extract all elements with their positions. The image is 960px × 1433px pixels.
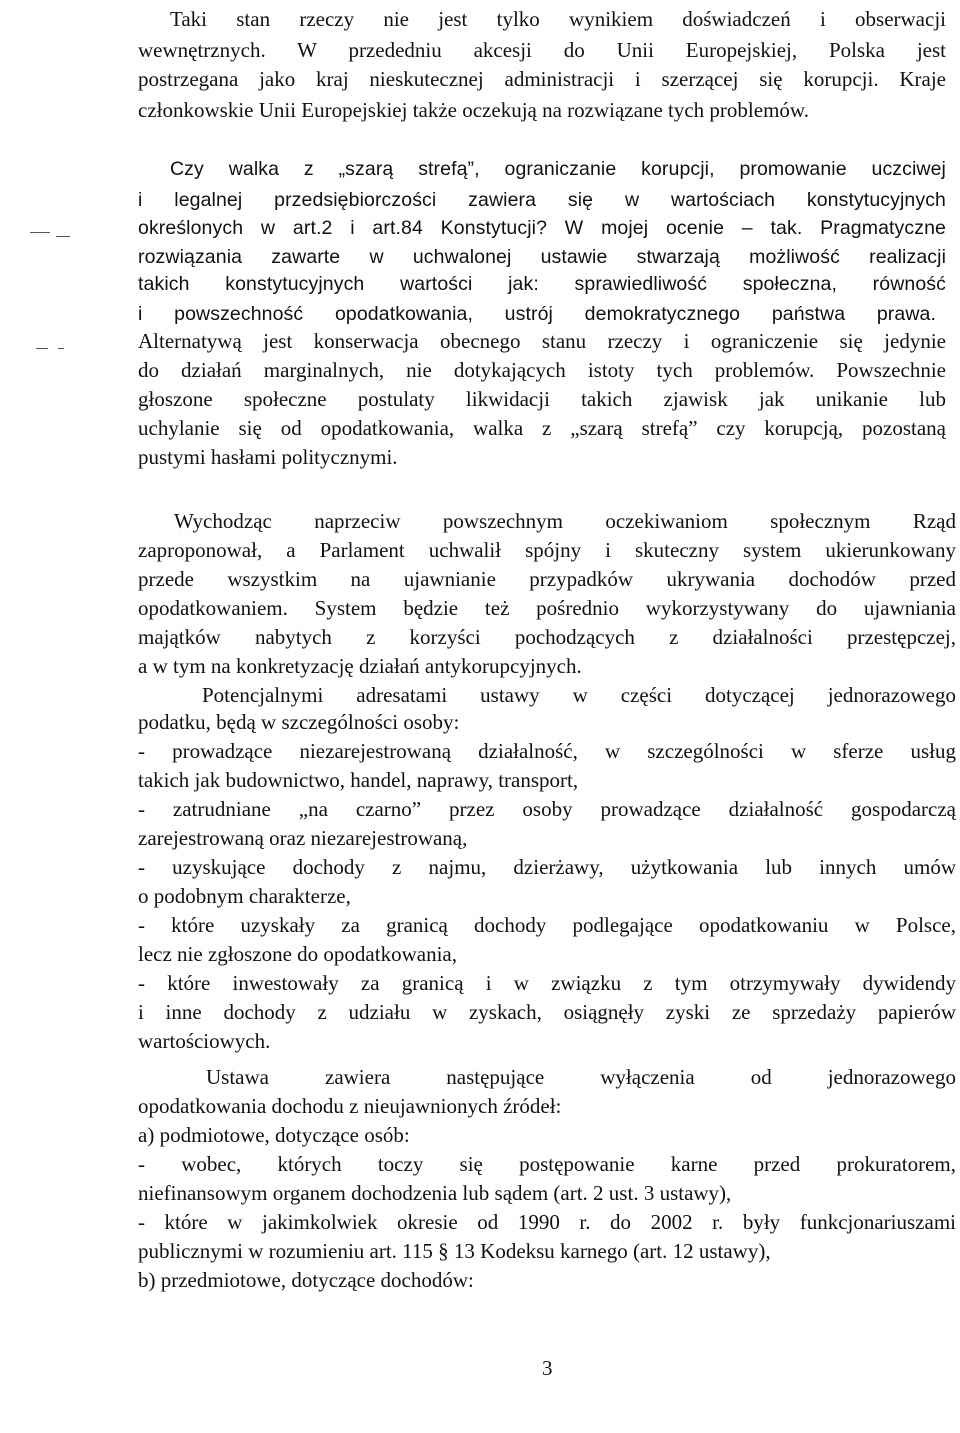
margin-mark <box>36 348 48 349</box>
text-line: takich konstytucyjnych wartości jak: sprawiedliwość społeczna, równość <box>138 273 946 295</box>
text-line: a w tym na konkretyzację działań antykorupcyjnych. <box>138 654 582 678</box>
text-line: Alternatywą jest konserwacja obecnego stanu rzeczy i ograniczenie się jedynie <box>138 329 946 353</box>
text-line: przede wszystkim na ujawnianie przypadków ukrywania dochodów przed <box>138 567 956 591</box>
text-line: zarejestrowaną oraz niezarejestrowaną, <box>138 826 468 850</box>
text-line: członkowskie Unii Europejskiej także oczekują na rozwiązane tych problemów. <box>138 98 809 122</box>
text-line: wewnętrznych. W przededniu akcesji do Unii Europejskiej, Polska jest <box>138 38 946 62</box>
text-line: podatku, będą w szczególności osoby: <box>138 710 460 734</box>
list-item: - wobec, których toczy się postępowanie karne przed prokuratorem, <box>138 1152 956 1176</box>
text-line: i inne dochody z udziału w zyskach, osiągnęły zyski ze sprzedaży papierów <box>138 1000 956 1024</box>
text-line: i legalnej przedsiębiorczości zawiera się w wartościach konstytucyjnych <box>138 189 946 211</box>
text-line: Taki stan rzeczy nie jest tylko wynikiem doświadczeń i obserwacji <box>170 7 946 31</box>
text-line: uchylanie się od opodatkowania, walka z „szarą strefą” czy korupcją, pozostaną <box>138 416 946 440</box>
text-line: określonych w art.2 i art.84 Konstytucji? W mojej ocenie – tak. Pragmatyczne <box>138 217 946 239</box>
text-line: Ustawa zawiera następujące wyłączenia od jednorazowego <box>206 1065 956 1089</box>
text-line: i powszechność opodatkowania, ustrój demokratycznego państwa prawa. <box>138 303 936 325</box>
text-line: publicznymi w rozumieniu art. 115 § 13 Kodeksu karnego (art. 12 ustawy), <box>138 1239 771 1263</box>
text-line: opodatkowaniem. System będzie też pośrednio wykorzystywany do ujawniania <box>138 596 956 620</box>
list-heading: a) podmiotowe, dotyczące osób: <box>138 1123 410 1147</box>
text-line: majątków nabytych z korzyści pochodzących z działalności przestępczej, <box>138 625 956 649</box>
list-item: - które uzyskały za granicą dochody podlegające opodatkowaniu w Polsce, <box>138 913 956 937</box>
text-line: wartościowych. <box>138 1029 271 1053</box>
page-number: 3 <box>542 1356 553 1380</box>
text-line: Wychodząc naprzeciw powszechnym oczekiwaniom społecznym Rząd <box>174 509 956 533</box>
list-item: - które inwestowały za granicą i w związku z tym otrzymywały dywidendy <box>138 971 956 995</box>
text-line: Czy walka z „szarą strefą”, ograniczanie korupcji, promowanie uczciwej <box>170 158 946 180</box>
margin-mark <box>56 236 70 237</box>
list-item: - prowadzące niezarejestrowaną działalność, w szczególności w sferze usług <box>138 739 956 763</box>
list-heading: b) przedmiotowe, dotyczące dochodów: <box>138 1268 474 1292</box>
list-item: - które w jakimkolwiek okresie od 1990 r. do 2002 r. były funkcjonariuszami <box>138 1210 956 1234</box>
margin-mark <box>30 232 50 233</box>
text-line: opodatkowania dochodu z nieujawnionych źródeł: <box>138 1094 562 1118</box>
text-line: takich jak budownictwo, handel, naprawy, transport, <box>138 768 579 792</box>
text-line: postrzegana jako kraj nieskutecznej administracji i szerzącej się korupcji. Kraje <box>138 67 946 91</box>
text-line: do działań marginalnych, nie dotykających istoty tych problemów. Powszechnie <box>138 358 946 382</box>
list-item: - uzyskujące dochody z najmu, dzierżawy, użytkowania lub innych umów <box>138 855 956 879</box>
margin-mark <box>58 348 64 349</box>
text-line: o podobnym charakterze, <box>138 884 351 908</box>
text-line: pustymi hasłami politycznymi. <box>138 445 398 469</box>
text-line: głoszone społeczne postulaty likwidacji takich zjawisk jak unikanie lub <box>138 387 946 411</box>
text-line: lecz nie zgłoszone do opodatkowania, <box>138 942 457 966</box>
list-item: - zatrudniane „na czarno” przez osoby prowadzące działalność gospodarczą <box>138 797 956 821</box>
text-line: Potencjalnymi adresatami ustawy w części dotyczącej jednorazowego <box>202 683 956 707</box>
text-line: zaproponował, a Parlament uchwalił spójny i skuteczny system ukierunkowany <box>138 538 956 562</box>
text-line: niefinansowym organem dochodzenia lub sądem (art. 2 ust. 3 ustawy), <box>138 1181 732 1205</box>
text-line: rozwiązania zawarte w uchwalonej ustawie stwarzają możliwość realizacji <box>138 246 946 268</box>
